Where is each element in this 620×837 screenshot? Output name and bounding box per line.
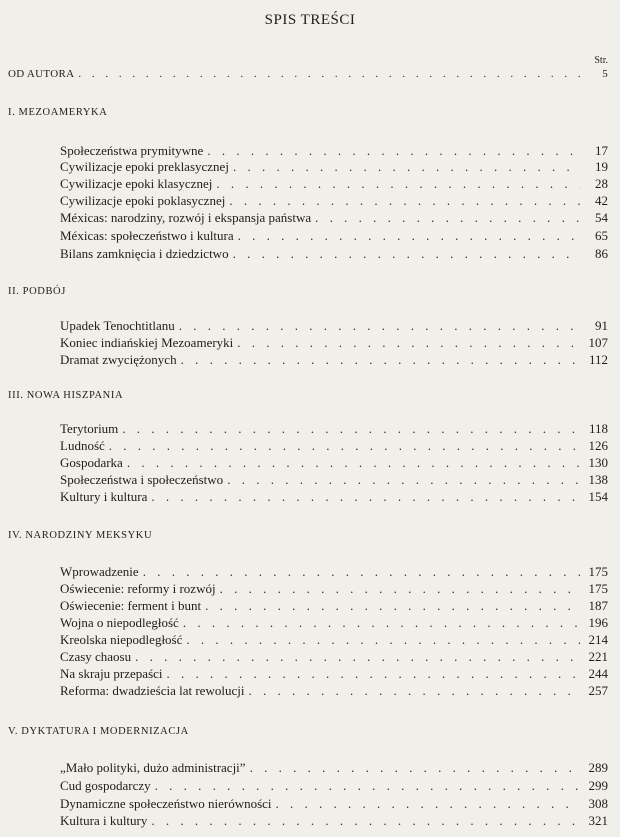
section-heading: II. PODBÓJ [8, 286, 66, 297]
toc-page-number: 289 [588, 760, 608, 775]
toc-entry-title: OD AUTORA [8, 68, 75, 80]
dot-leader [220, 581, 580, 597]
toc-entry[interactable] [60, 581, 608, 597]
toc-page-number: 65 [595, 228, 608, 243]
section-heading: I. MEZOAMERYKA [8, 107, 108, 118]
dot-leader [227, 472, 580, 488]
toc-entry[interactable] [60, 683, 608, 699]
toc-entry-title: Kreolska niepodległość [60, 632, 183, 647]
dot-leader [127, 455, 580, 471]
toc-page-number: 19 [595, 159, 608, 174]
toc-page-number: 54 [595, 210, 608, 225]
section-heading: III. NOWA HISZPANIA [8, 390, 124, 401]
dot-leader [315, 210, 580, 226]
toc-page-number: 138 [588, 472, 608, 487]
toc-page-number: 257 [588, 683, 608, 698]
dot-leader [186, 632, 580, 648]
toc-entry-preface[interactable] [8, 66, 608, 82]
toc-entry[interactable] [60, 455, 608, 471]
toc-entry-title: Oświecenie: reformy i rozwój [60, 581, 216, 596]
toc-entry-title: Reforma: dwadzieścia lat rewolucji [60, 683, 245, 698]
toc-page-number: 214 [588, 632, 608, 647]
dot-leader [151, 813, 580, 829]
dot-leader [183, 615, 580, 631]
dot-leader [238, 228, 580, 244]
toc-entry-title: Méxicas: narodziny, rozwój i ekspansja państwa [60, 210, 312, 225]
toc-entry-title: Kultura i kultury [60, 813, 148, 828]
toc-entry-title: Cud gospodarczy [60, 778, 151, 793]
toc-entry-title: Wojna o niepodległość [60, 615, 179, 630]
toc-entry-title: „Mało polityki, dużo administracji” [60, 760, 246, 775]
toc-entry[interactable] [60, 813, 608, 829]
toc-entry-title: Dramat zwyciężonych [60, 352, 177, 367]
toc-page-number: 175 [588, 581, 608, 596]
dot-leader [122, 421, 580, 437]
toc-entry-title: Upadek Tenochtitlanu [60, 318, 175, 333]
toc-entry[interactable] [60, 176, 608, 192]
toc-entry-title: Cywilizacje epoki klasycznej [60, 176, 213, 191]
dot-leader [143, 564, 580, 580]
toc-entry-title: Dynamiczne społeczeństwo nierówności [60, 796, 272, 811]
toc-entry-title: Społeczeństwa i społeczeństwo [60, 472, 224, 487]
toc-page-number: 308 [588, 796, 608, 811]
toc-entry[interactable] [60, 193, 608, 209]
toc-entry-title: Cywilizacje epoki poklasycznej [60, 193, 226, 208]
toc-entry-title: Koniec indiańskiej Mezoameryki [60, 335, 234, 350]
toc-entry[interactable] [60, 228, 608, 244]
toc-entry[interactable] [60, 210, 608, 226]
toc-page-number: 299 [588, 778, 608, 793]
dot-leader [179, 318, 580, 334]
toc-entry[interactable] [60, 472, 608, 488]
toc-entry[interactable] [60, 352, 608, 368]
dot-leader [135, 649, 580, 665]
dot-leader [155, 778, 580, 794]
toc-entry-title: Oświecenie: ferment i bunt [60, 598, 202, 613]
dot-leader [167, 666, 580, 682]
toc-page-number: 130 [588, 455, 608, 470]
dot-leader [109, 438, 580, 454]
toc-entry-title: Na skraju przepaści [60, 666, 163, 681]
toc-entry[interactable] [60, 143, 608, 159]
toc-entry[interactable] [60, 778, 608, 794]
toc-entry-title: Gospodarka [60, 455, 123, 470]
toc-page-number: 126 [588, 438, 608, 453]
dot-leader [276, 796, 580, 812]
toc-entry[interactable] [60, 632, 608, 648]
dot-leader [216, 176, 580, 192]
toc-entry[interactable] [60, 598, 608, 614]
toc-entry-title: Méxicas: społeczeństwo i kultura [60, 228, 234, 243]
toc-entry[interactable] [60, 564, 608, 580]
toc-entry-title: Czasy chaosu [60, 649, 132, 664]
toc-entry[interactable] [60, 760, 608, 776]
dot-leader [207, 143, 580, 159]
toc-page-number: 187 [588, 598, 608, 613]
toc-entry[interactable] [60, 649, 608, 665]
dot-leader [78, 66, 580, 82]
dot-leader [181, 352, 580, 368]
toc-entry[interactable] [60, 159, 608, 175]
toc-entry[interactable] [60, 489, 608, 505]
page-title: SPIS TREŚCI [264, 12, 356, 28]
toc-page-number: 154 [588, 489, 608, 504]
dot-leader [233, 159, 580, 175]
dot-leader [205, 598, 580, 614]
toc-entry[interactable] [60, 666, 608, 682]
toc-page-number: 86 [595, 246, 608, 261]
dot-leader [151, 489, 580, 505]
toc-entry[interactable] [60, 246, 608, 262]
toc-entry[interactable] [60, 438, 608, 454]
page-column-label: Str. [594, 55, 608, 66]
dot-leader [237, 335, 580, 351]
toc-entry-title: Wprowadzenie [60, 564, 139, 579]
toc-page-number: 118 [588, 421, 608, 436]
section-heading: IV. NARODZINY MEKSYKU [8, 530, 153, 541]
toc-entry[interactable] [60, 335, 608, 351]
toc-page-number: 107 [588, 335, 608, 350]
toc-entry-title: Terytorium [60, 421, 119, 436]
toc-entry-title: Bilans zamknięcia i dziedzictwo [60, 246, 229, 261]
toc-page-number: 112 [588, 352, 608, 367]
dot-leader [250, 760, 580, 776]
dot-leader [233, 246, 580, 262]
toc-entry-title: Kultury i kultura [60, 489, 148, 504]
toc-entry-title: Ludność [60, 438, 105, 453]
toc-entry[interactable] [60, 796, 608, 812]
toc-page-number: 17 [595, 143, 608, 158]
toc-page-number: 5 [602, 68, 608, 80]
toc-page-number: 321 [588, 813, 608, 828]
toc-entry-title: Cywilizacje epoki preklasycznej [60, 159, 229, 174]
toc-entry-title: Społeczeństwa prymitywne [60, 143, 204, 158]
toc-page-number: 175 [588, 564, 608, 579]
dot-leader [229, 193, 580, 209]
toc-page-number: 28 [595, 176, 608, 191]
toc-page-number: 244 [588, 666, 608, 681]
toc-entry[interactable] [60, 318, 608, 334]
toc-page-number: 196 [588, 615, 608, 630]
section-heading: V. DYKTATURA I MODERNIZACJA [8, 726, 189, 737]
toc-page-number: 42 [595, 193, 608, 208]
toc-page-number: 91 [595, 318, 608, 333]
toc-page-number: 221 [588, 649, 608, 664]
toc-entry[interactable] [60, 615, 608, 631]
toc-entry[interactable] [60, 421, 608, 437]
dot-leader [248, 683, 580, 699]
